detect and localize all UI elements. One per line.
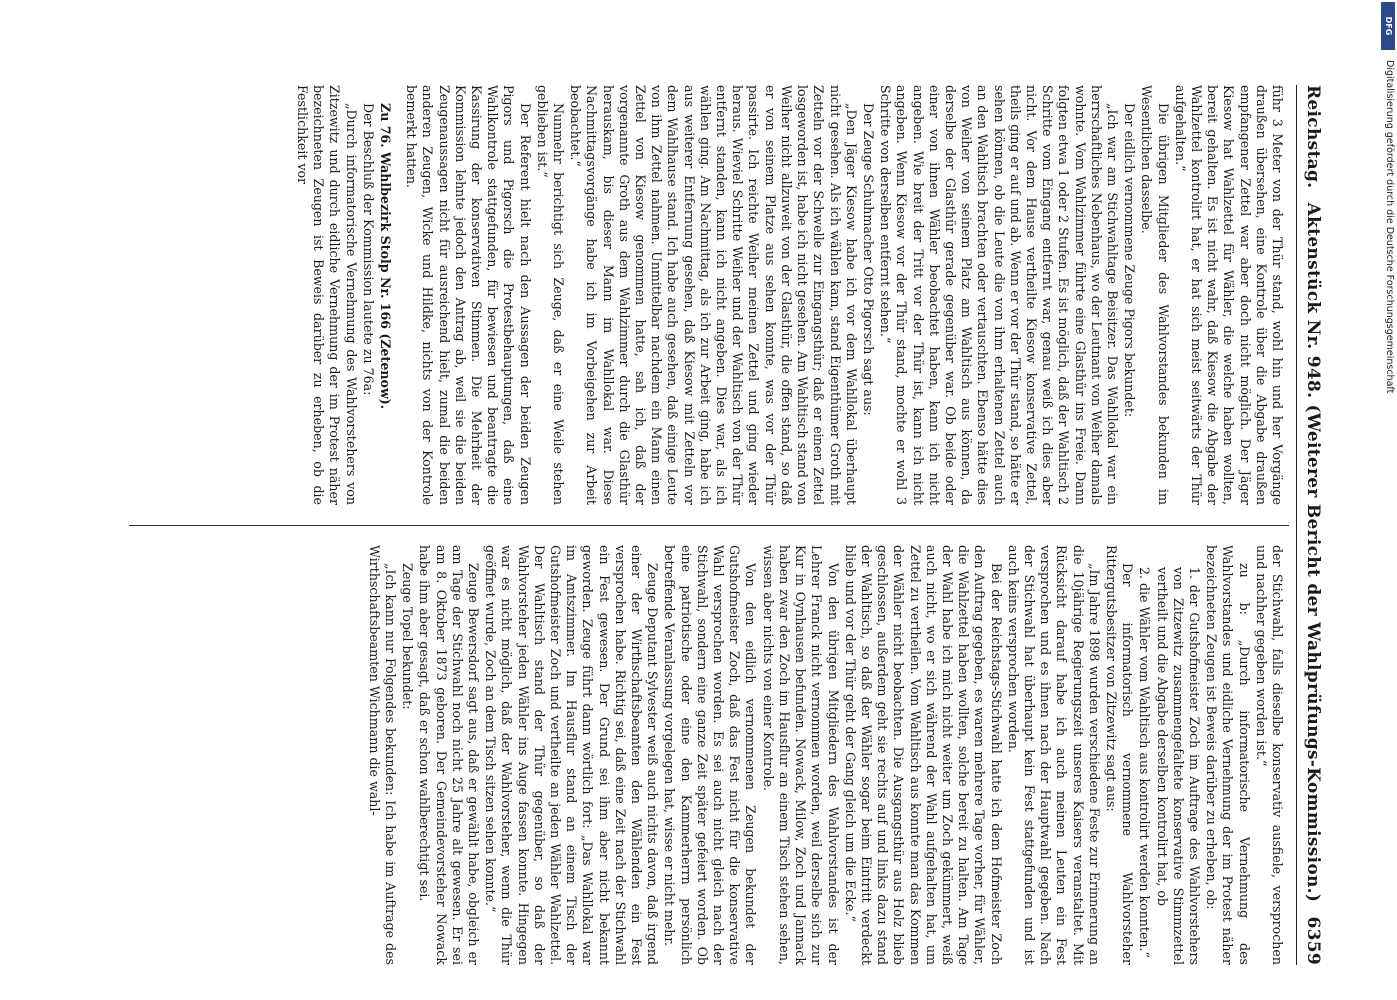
paragraph: zu b: „Durch informatorische Vernehmung des Wahlvorstandes und eidliche Vernehmung der im Protest näher bezeichneten Zeugen ist Beweis darüber zu erheben, ob: <box>1204 545 1252 965</box>
paragraph: Der Referent hielt nach den Aussagen der beiden Zeugen Pigors und Pigorsch die Protestbehauptungen, daß eine Wahlkontrole stattgefunden, für bewiesen und beantragte die Kassirung der konservativen Stimmen. Die Mehrheit der Kommission lehnte jedoch den Antrag ab, weil sie die beiden Zeugenaussagen nicht für ausreichend hielt, zumal die beiden anderen Zeugen, Wicke und Hildke, nichts von der Kontrole bemerkt hatten. <box>404 85 533 505</box>
paragraph: Von den eidlich vernommenen Zeugen bekundet der Gutshofmeister Zoch, daß das Fest nicht für die konservative Wahl versprochen worden. Es sei auch nicht gleich nach der Stichwahl, sondern eine ganze Zeit später gefeiert worden. Ob eine patriotische oder eine den Kammerherrn persönlich betreffende Veranlassung vorgelegen hat, wisse er nicht mehr. <box>662 545 759 965</box>
paragraph: „Durch informatorische Vernehmung des Wahlvorstehers von Zitzewitz und durch eidliche Vernehmung der im Protest näher bezeichneten Zeugen ist Beweis darüber zu erheben, ob die Festlichkeit vor <box>295 85 359 505</box>
paragraph: Der Zeuge Schuhmacher Otto Pigorsch sagt aus: <box>860 103 876 416</box>
paragraph: Der Beschluß der Kommission lautete zu 76a: <box>360 103 376 396</box>
paragraph: „Im Jahre 1898 wurden verschiedene Feste zur Erinnerung an die 10jährige Regierungszeit unseres Kaisers veranstaltet. Mit Rücksicht darauf habe ich auch meinen Leuten ein Fest versprochen und es ihnen nach der Hauptwahl gegeben. Nach der Stichwahl hat überhaupt kein Fest stattgefunden und ist auch keins versprochen worden. <box>1005 545 1102 965</box>
dfg-logo: DFG <box>1381 2 1395 50</box>
right-column <box>365 545 1285 965</box>
left-column <box>293 85 1285 505</box>
paragraph: Die übrigen Mitglieder des Wahlvorstandes bekunden im Wesentlichen dasselbe. <box>1139 85 1171 505</box>
paragraph: „Ich war am Stichwahltage Beisitzer. Das Wahllokal war ein herrschaftliches Nebenhaus, wo der Leutnant von Weiher damals wohnte. Vom Wahlzimmer führte eine Glasthür ins Freie. Dann folgten etwa 1 oder 2 Stufen. Es ist möglich, daß der Wahltisch 2 Schritte vom Eingang entfernt war, genau weiß ich dies aber nicht. Vor dem Hause vertheilte Kiesow konservative Zettel, theils ging er auf und ab. Wenn er vor der Thür stand, so hätte er sehen können, ob die Leute die von ihm erhaltenen Zettel auch an den Wahltisch brachten oder vertauschten. Ebenso hätte dies von Weiher von seinem Platz am Wahltisch aus können, da derselbe der Glasthür gerade gegenüber war. Ob beide oder einer von ihnen Wähler beobachtet haben, kann ich nicht angeben. Wie breit der Tritt vor der Thür ist, kann ich nicht angeben. Wenn Kiesow vor der Thür stand, mochte er wohl 3 Schritte von derselben entfernt stehen.“ <box>878 85 1120 505</box>
paragraph: Der eidlich vernommene Zeuge Pigors bekundet: <box>1122 103 1138 418</box>
paragraph: Zeuge Topel bekundet: <box>400 563 416 710</box>
sidebar-credit <box>1381 60 1395 940</box>
paragraph: Zeuge Deputant Sylvester weiß auch nichts davon, daß irgend einer der Wirthschaftsbeamten den Wählenden ein Fest versprochen habe. Richtig sei, daß eine Zeit nach der Stichwahl ein Fest gewesen. Der Grund sei ihm aber nicht bekannt geworden. Zeuge führt dann wörtlich fort: „Das Wahllokal war im Amtszimmer. Im Hausflur stand an einem Tisch der Gutshofmeister Zoch und vertheilte an jeden Wähler Wahlzettel. Der Wahltisch stand der Thür gegenüber, so daß der Wahlvorsteher jeden Wähler ins Auge fassen konnte. Hingegen war es nicht möglich, daß der Wahlvorsteher, wenn die Thür geöffnet wurde, Zoch an dem Tisch sitzen sehen konnte.“ <box>483 545 661 965</box>
header-rule <box>1296 85 1297 965</box>
paragraph: Von den übrigen Mitgliedern des Wahlvorstandes ist der Lehrer Franck nicht vernommen worden, weil derselbe sich zur Kur in Oynhausen befunden. Nowack, Milow, Zoch und Jannack haben zwar den Zoch im Hausflur an einem Tisch stehen sehen, wissen aber nichts von einer Kontrole. <box>760 545 841 965</box>
page-header <box>1303 85 1337 965</box>
paragraph: 2. die Wähler vom Wahltisch aus kontrolirt werden konnten.“ <box>1137 567 1153 958</box>
paragraph: Bei der Reichstags-Stichwahl hatte ich dem Hofmeister Zoch den Auftrag gegeben, es waren mehrere Tage vorher, für Wähler, die Wahlzettel haben wollten, solche bereit zu halten. Am Tage der Wahl habe ich mich nicht weiter um Zoch gekümmert, weiß auch nicht, wo er sich während der Wahl aufgehalten hat, um Zettel zu vertheilen. Vom Wahltisch aus konnte man das Kommen der Wähler nicht beobachten. Die Ausgangsthür aus Holz blieb geschlossen, außerdem geht sie rechts auf und links dazu stand der Wahltisch, so daß der Wähler sogar beim Eintritt verdeckt blieb und vor der Thür geht der Gang gleich um die Ecke.“ <box>842 545 1004 965</box>
header-left: Reichstag. <box>1303 85 1323 189</box>
document-page <box>107 85 1337 965</box>
paragraph: führ 3 Meter von der Thür stand, wohl hin und her Vorgänge draußen übersehen, eine Kontrole über die Abgabe draußen empfangener Zettel war aber doch nicht möglich. Der Jäger Kiesow hat Wahlzettel für Wähler, die welche haben wollten, bereit gehalten. Es ist nicht wahr, daß Kiesow die Abgabe der Wahlzettel kontrolirt hat, er hat sich meist seitwärts der Thür aufgehalten.“ <box>1172 85 1285 505</box>
header-center: Aktenstück Nr. 948. (Weiterer Bericht der Wahlprüfungs-Kommission.) <box>1303 202 1323 903</box>
paragraph: Nunmehr berichtigt sich Zeuge, daß er eine Weile stehen geblieben ist.“ <box>534 85 567 505</box>
paragraph: „Ich kann nur Folgendes bekunden: Ich habe im Auftrage des Wirthschaftsbeamten Wichmann die wahl- <box>366 545 399 965</box>
section-heading: Zu 76. Wahlbezirk Stolp Nr. 166 (Zetenow). <box>378 103 394 410</box>
column-divider <box>129 525 1289 526</box>
credit-text: Digitalisierung gefördert durch die Deutsche Forschungsgemeinschaft <box>1384 60 1395 394</box>
page-number: 6359 <box>1303 916 1323 965</box>
paragraph: Der informatorisch vernommene Wahlvorsteher Rittergutsbesitzer von Zitzewitz sagt aus: <box>1103 545 1136 965</box>
paragraph: 1. der Gutshofmeister Zoch im Auftrage des Wahlvorstehers von Zitzewitz zusammengefaltete konservative Stimmzettel vertheilt und die Abgabe derselben kontrolirt hat, ob <box>1154 567 1202 965</box>
paragraph: Zeuge Bewersdorf sagt aus, daß er gewählt habe, obgleich er am Tage der Stichwahl noch nicht 25 Jahre alt gewesen. Er sei am 8. Oktober 1873 geboren. Der Gemeindevorsteher Nowack habe ihm aber gesagt, daß er schon wahlberechtigt sei. <box>417 545 482 965</box>
paragraph: der Stichwahl, falls dieselbe konservativ ausfiele, versprochen und nachher gegeben worden ist.“ <box>1253 545 1285 965</box>
paragraph: „Den Jäger Kiesow habe ich vor dem Wahllokal überhaupt nicht gesehen. Als ich wählen kam, stand Eigenthümer Groth mit Zetteln vor der Schwelle zur Eingangsthür; daß er einen Zettel losgeworden ist, habe ich nicht gesehen. Am Wahltisch stand von Weiher nicht allzuweit von der Glasthür, die offen stand, so daß er von seinem Platze aus sehen konnte, was vor der Thür passirte. Ich reichte Weiher meinen Zettel und ging wieder heraus. Wieviel Schritte Weiher und der Wahltisch von der Thür entfernt standen, kann ich nicht angeben. Dies war, als ich wählen ging. Am Nachmittag, als ich zur Arbeit ging, habe ich aus weiterer Entfernung gesehen, daß Kiesow mit Zetteln vor dem Wahlhause stand. Ich habe auch gesehen, daß einige Leute von ihm Zettel nahmen. Unmittelbar nachdem ein Mann einen Zettel von Kiesow genommen hatte, sah ich, daß der vorgenannte Groth aus dem Wahlzimmer durch die Glasthür herauskam, bis dieser Mann im Wahllokal war. Diese Nachmittagsvorgänge habe ich im Vorbeigehen zur Arbeit beobachtet.“ <box>568 85 859 505</box>
